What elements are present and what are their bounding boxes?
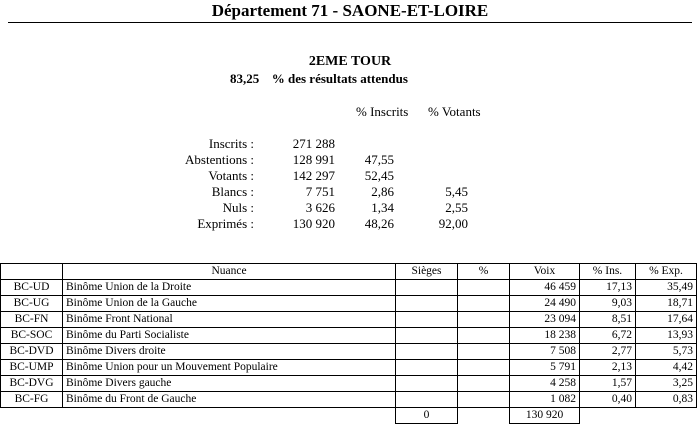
- col-header-pct: %: [458, 264, 510, 280]
- cell-pct-exp: 13,93: [636, 328, 697, 344]
- table-row: [1, 328, 697, 344]
- stat-pct-inscrits: 48,26: [364, 216, 394, 231]
- progress-value: 83,25: [230, 71, 260, 86]
- cell-sieges: [396, 296, 458, 312]
- cell-pct: [458, 392, 510, 408]
- cell-pct-exp: 5,73: [636, 344, 697, 360]
- cell-pct-ins: 8,51: [580, 312, 636, 328]
- cell-pct-ins: 2,77: [580, 344, 636, 360]
- cell-nuance: Binôme du Parti Socialiste: [63, 328, 396, 344]
- table-row: [1, 344, 697, 360]
- cell-voix: 18 238: [510, 328, 580, 344]
- col-header-nuance: Nuance: [63, 264, 396, 280]
- progress-label: % des résultats attendus: [271, 71, 408, 86]
- stat-row-abstentions: [0, 152, 700, 168]
- cell-pct-ins: 2,13: [580, 360, 636, 376]
- cell-pct-ins: 0,40: [580, 392, 636, 408]
- col-header-pct-ins: % Ins.: [580, 264, 636, 280]
- cell-code: BC-FG: [1, 392, 63, 408]
- stat-value: 271 288: [292, 136, 335, 151]
- cell-voix: 4 258: [510, 376, 580, 392]
- totals-empty: [458, 408, 510, 424]
- cell-nuance: Binôme Divers droite: [63, 344, 396, 360]
- cell-nuance: Binôme Union de la Droite: [63, 280, 396, 296]
- stat-row-exprimes: [0, 216, 700, 232]
- cell-sieges: [396, 360, 458, 376]
- stat-label: Abstentions :: [185, 152, 254, 167]
- stat-value: 128 991: [292, 152, 335, 167]
- stat-label: Inscrits :: [208, 136, 254, 151]
- cell-pct: [458, 376, 510, 392]
- cell-pct: [458, 280, 510, 296]
- results-table: [0, 263, 697, 424]
- cell-pct: [458, 312, 510, 328]
- cell-voix: 5 791: [510, 360, 580, 376]
- department-title: Département 71 - SAONE-ET-LOIRE: [8, 0, 692, 23]
- col-header-code: [1, 264, 63, 280]
- progress-line: [230, 71, 408, 87]
- cell-pct-exp: 3,25: [636, 376, 697, 392]
- cell-code: BC-UD: [1, 280, 63, 296]
- table-row: [1, 296, 697, 312]
- stat-value: 3 626: [305, 200, 335, 215]
- stat-pct-inscrits: 2,86: [371, 184, 394, 199]
- stat-label: Nuls :: [222, 200, 254, 215]
- round-title: 2EME TOUR: [308, 54, 392, 69]
- cell-code: BC-DVD: [1, 344, 63, 360]
- stat-value: 130 920: [292, 216, 335, 231]
- stat-row-votants: [0, 168, 700, 184]
- stat-pct-inscrits: 52,45: [364, 168, 394, 183]
- cell-pct-exp: 4,42: [636, 360, 697, 376]
- totals-empty: [1, 408, 63, 424]
- stat-value: 7 751: [305, 184, 335, 199]
- cell-pct-exp: 17,64: [636, 312, 697, 328]
- cell-nuance: Binôme Divers gauche: [63, 376, 396, 392]
- stat-pct-votants: 5,45: [445, 184, 468, 199]
- totals-empty: [580, 408, 636, 424]
- cell-pct: [458, 328, 510, 344]
- table-header-row: [1, 264, 697, 280]
- cell-voix: 7 508: [510, 344, 580, 360]
- cell-pct: [458, 344, 510, 360]
- stat-label: Blancs :: [211, 184, 254, 199]
- stat-pct-votants: 92,00: [438, 216, 468, 231]
- table-row: [1, 280, 697, 296]
- stat-label: Exprimés :: [197, 216, 254, 231]
- cell-nuance: Binôme Union pour un Mouvement Populaire: [63, 360, 396, 376]
- total-sieges: 0: [396, 408, 458, 424]
- cell-pct: [458, 296, 510, 312]
- cell-pct-exp: 18,71: [636, 296, 697, 312]
- header-pct-votants: % Votants: [428, 104, 481, 119]
- cell-nuance: Binôme Union de la Gauche: [63, 296, 396, 312]
- cell-pct-exp: 35,49: [636, 280, 697, 296]
- stat-row-inscrits: [0, 136, 700, 152]
- cell-pct-ins: 6,72: [580, 328, 636, 344]
- stat-row-nuls: [0, 200, 700, 216]
- cell-pct-exp: 0,83: [636, 392, 697, 408]
- cell-voix: 1 082: [510, 392, 580, 408]
- cell-sieges: [396, 392, 458, 408]
- stat-row-blancs: [0, 184, 700, 200]
- cell-pct-ins: 17,13: [580, 280, 636, 296]
- cell-code: BC-FN: [1, 312, 63, 328]
- stat-pct-inscrits: 1,34: [371, 200, 394, 215]
- cell-pct: [458, 360, 510, 376]
- cell-code: BC-DVG: [1, 376, 63, 392]
- col-header-sieges: Sièges: [396, 264, 458, 280]
- stat-value: 142 297: [292, 168, 335, 183]
- stat-pct-inscrits: 47,55: [364, 152, 394, 167]
- cell-sieges: [396, 328, 458, 344]
- totals-empty: [63, 408, 396, 424]
- header-pct-inscrits: % Inscrits: [356, 104, 409, 119]
- stat-label: Votants :: [208, 168, 254, 183]
- cell-pct-ins: 9,03: [580, 296, 636, 312]
- table-row: [1, 360, 697, 376]
- cell-voix: 23 094: [510, 312, 580, 328]
- cell-sieges: [396, 312, 458, 328]
- cell-nuance: Binôme Front National: [63, 312, 396, 328]
- cell-code: BC-SOC: [1, 328, 63, 344]
- col-header-voix: Voix: [510, 264, 580, 280]
- cell-sieges: [396, 280, 458, 296]
- col-header-pct-exp: % Exp.: [636, 264, 697, 280]
- table-row: [1, 312, 697, 328]
- cell-nuance: Binôme du Front de Gauche: [63, 392, 396, 408]
- cell-pct-ins: 1,57: [580, 376, 636, 392]
- cell-sieges: [396, 344, 458, 360]
- cell-sieges: [396, 376, 458, 392]
- totals-row: [1, 408, 697, 424]
- stat-pct-votants: 2,55: [445, 200, 468, 215]
- cell-code: BC-UMP: [1, 360, 63, 376]
- table-row: [1, 376, 697, 392]
- cell-voix: 24 490: [510, 296, 580, 312]
- table-row: [1, 392, 697, 408]
- totals-empty: [636, 408, 697, 424]
- total-voix: 130 920: [510, 408, 580, 424]
- cell-voix: 46 459: [510, 280, 580, 296]
- cell-code: BC-UG: [1, 296, 63, 312]
